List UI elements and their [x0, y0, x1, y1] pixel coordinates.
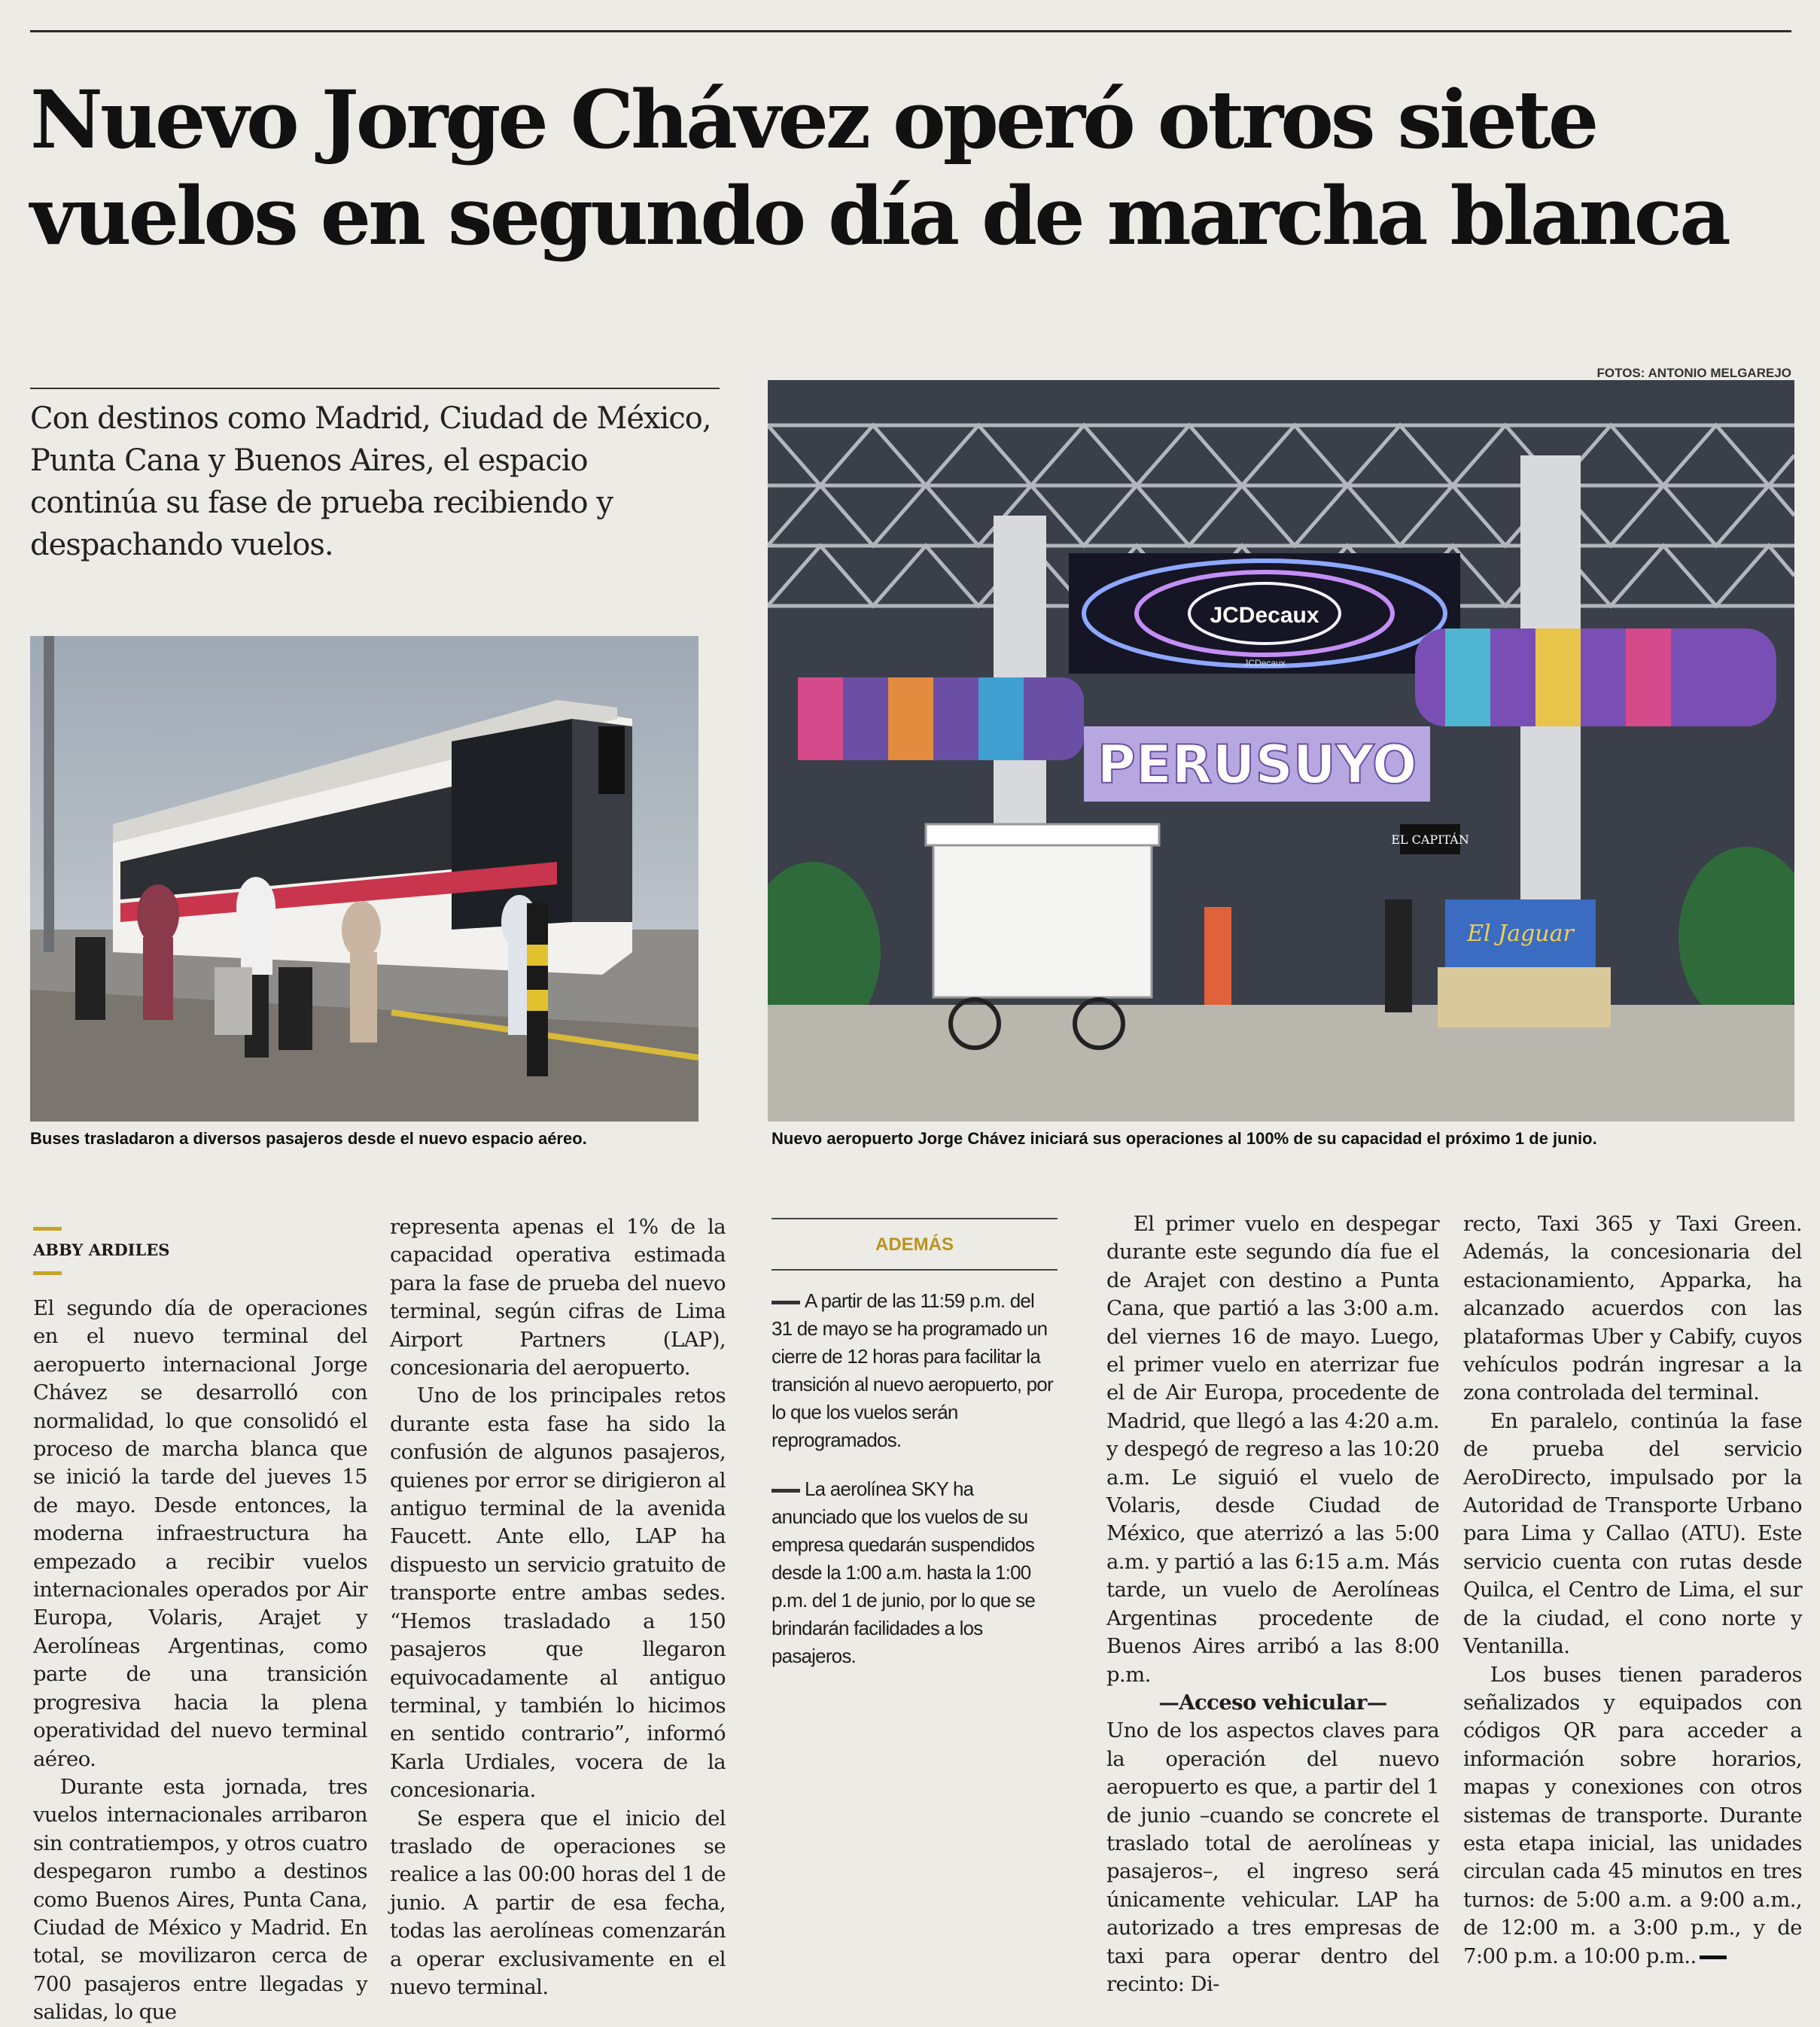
sidebar-item-text: A partir de las 11:59 p.m. del 31 de mayo se ha programado un cierre de 12 horas para facilitar la transición al nuevo aeropuerto, por lo que los vuelos serán reprogramados.	[772, 1289, 1053, 1451]
paragraph: recto, Taxi 365 y Taxi Green. Además, la concesionaria del estacionamiento, Apparka, ha alcanzado acuerdos con las plataformas Uber y Cabify, cuyos vehículos podrán ingresar a la zona controlada del terminal.	[1463, 1212, 1802, 1405]
screen-sign: JCDecaux	[1210, 603, 1319, 628]
bus-photo-caption: Buses trasladaron a diversos pasajeros desde el nuevo espacio aéreo.	[30, 1129, 587, 1148]
sidebar-box	[772, 1218, 1058, 1670]
airport-illustration	[768, 380, 1794, 1122]
byline: ABBY ARDILES	[33, 1240, 170, 1259]
paragraph: Uno de los principales retos durante esta fase ha sido la confusión de algunos pasajeros, quienes por error se dirigieron al antiguo terminal de la avenida Faucett. Ante ello, LAP ha dispuesto un servicio gratuito de transporte entre ambas sedes. “Hemos trasladado a 150 pasajeros que llegaron equivocadamente al antiguo terminal, y también lo hicimos en sentido contrario”, informó Karla Urdiales, vocera de la concesionaria.	[390, 1383, 726, 1803]
subhead: —Acceso vehicular—	[1158, 1690, 1387, 1715]
paragraph-text: Los buses tienen paraderos señalizados y equipados con códigos QR para acceder a información sobre horarios, mapas y conexiones con otros sistemas de transporte. Durante esta etapa inicial, las unidades circulan cada 45 minutos en tres turnos: de 5:00 a.m. a 9:00 a.m., de 12:00 m. a 3:00 p.m., y de 7:00 p.m. a 10:00 p.m..	[1463, 1662, 1802, 1968]
sidebar-bullet	[772, 1489, 800, 1493]
sidebar-rule-bottom	[772, 1269, 1058, 1271]
end-mark	[1700, 1955, 1727, 1959]
paragraph: El segundo día de operaciones en el nuevo terminal del aeropuerto internacional Jorge Chávez se desarrolló con normalidad, lo que consolidó el proceso de marcha blanca que se inició la tarde del jueves 15 de mayo. Desde entonces, la moderna infraestructura ha empezado a recibir vuelos internacionales operados por Air Europa, Volaris, Arajet y Aerolíneas Argentinas, como parte de una transición progresiva hacia la plena operatividad del nuevo terminal aéreo.	[33, 1296, 367, 1771]
body-column-5	[1463, 1210, 1802, 1971]
paragraph: Durante esta jornada, tres vuelos internacionales arribaron sin contratiempos, y otros cuatro despegaron rumbo a destinos como Buenos Aires, Punta Cana, Ciudad de México y Madrid. En total, se movilizaron cerca de 700 pasajeros entre llegadas y salidas, lo que	[33, 1774, 367, 2025]
byline-accent-bottom	[33, 1271, 62, 1275]
shop-sign: EL CAPITÁN	[1391, 832, 1469, 847]
paragraph: Se espera que el inicio del traslado de operaciones se realice a las 00:00 horas del 1 de junio. A partir de esa fecha, todas las aerolíneas comenzarán a operar exclusivamente en el nuevo terminal.	[390, 1806, 726, 1999]
paragraph	[1463, 1661, 1802, 1971]
body-column-4	[1106, 1210, 1439, 1998]
top-rule	[30, 30, 1791, 32]
body-column-2	[390, 1213, 726, 2001]
paragraph: representa apenas el 1% de la capacidad operativa estimada para la fase de prueba del nuevo terminal, según cifras de Lima Airport Partners (LAP), concesionaria del aeropuerto.	[390, 1215, 726, 1380]
paragraph: En paralelo, continúa la fase de prueba del servicio AeroDirecto, impulsado por la Autoridad de Transporte Urbano para Lima y Callao (ATU). Este servicio cuenta con rutas desde Quilca, el Centro de Lima, el sur de la ciudad, el cono norte y Ventanilla.	[1463, 1408, 1802, 1659]
paragraph: Uno de los aspectos claves para la operación del nuevo aeropuerto es que, a partir del 1 de junio –cuando se concrete el traslado total de aerolíneas y pasajeros–, el ingreso será únicamente vehicular. LAP ha autorizado a tres empresas de taxi para operar dentro del recinto: Di-	[1106, 1718, 1439, 1996]
headline: Nuevo Jorge Chávez operó otros siete vuelos en segundo día de marcha blanca	[30, 72, 1728, 263]
deck: Con destinos como Madrid, Ciudad de México, Punta Cana y Buenos Aires, el espacio continúa su fase de prueba recibiendo y despachando vuelos.	[30, 401, 711, 562]
bus-photo	[30, 636, 698, 1122]
sidebar-title: ADEMÁS	[875, 1234, 954, 1255]
airport-photo	[768, 380, 1794, 1122]
sidebar-bullet	[772, 1301, 800, 1304]
byline-accent	[33, 1227, 62, 1231]
screen-sign-small: JCDecaux	[1243, 658, 1286, 668]
airport-photo-caption: Nuevo aeropuerto Jorge Chávez iniciará sus operaciones al 100% de su capacidad el próximo 1 de junio.	[772, 1129, 1597, 1148]
body-column-1	[33, 1295, 367, 2027]
bus-illustration	[30, 636, 698, 1122]
sidebar-item	[772, 1287, 1058, 1454]
store-sign: PERUSUYO	[1097, 734, 1417, 796]
deck-rule	[30, 388, 720, 389]
photo-credit: FOTOS: ANTONIO MELGAREJO	[1596, 366, 1791, 380]
sidebar-item	[772, 1475, 1058, 1670]
kiosk-sign: El Jaguar	[1467, 921, 1574, 947]
sidebar-item-text: La aerolínea SKY ha anunciado que los vuelos de su empresa quedarán suspendidos desde la 1:00 a.m. hasta la 1:00 p.m. del 1 de junio, por lo que se brindarán facilidades a los pasajeros.	[772, 1478, 1036, 1667]
paragraph: El primer vuelo en despegar durante este segundo día fue el de Arajet con destino a Punta Cana, que partió a las 3:00 a.m. del viernes 16 de mayo. Luego, el primer vuelo en aterrizar fue el de Air Europa, procedente de Madrid, que llegó a las 4:20 a.m. y despegó de regreso a las 10:20 a.m. Le siguió el vuelo de Volaris, desde Ciudad de México, que aterrizó a las 5:00 a.m. y partió a las 6:15 a.m. Más tarde, un vuelo de Aerolíneas Argentinas procedente de Buenos Aires arribó a las 8:00 p.m.	[1106, 1212, 1439, 1687]
